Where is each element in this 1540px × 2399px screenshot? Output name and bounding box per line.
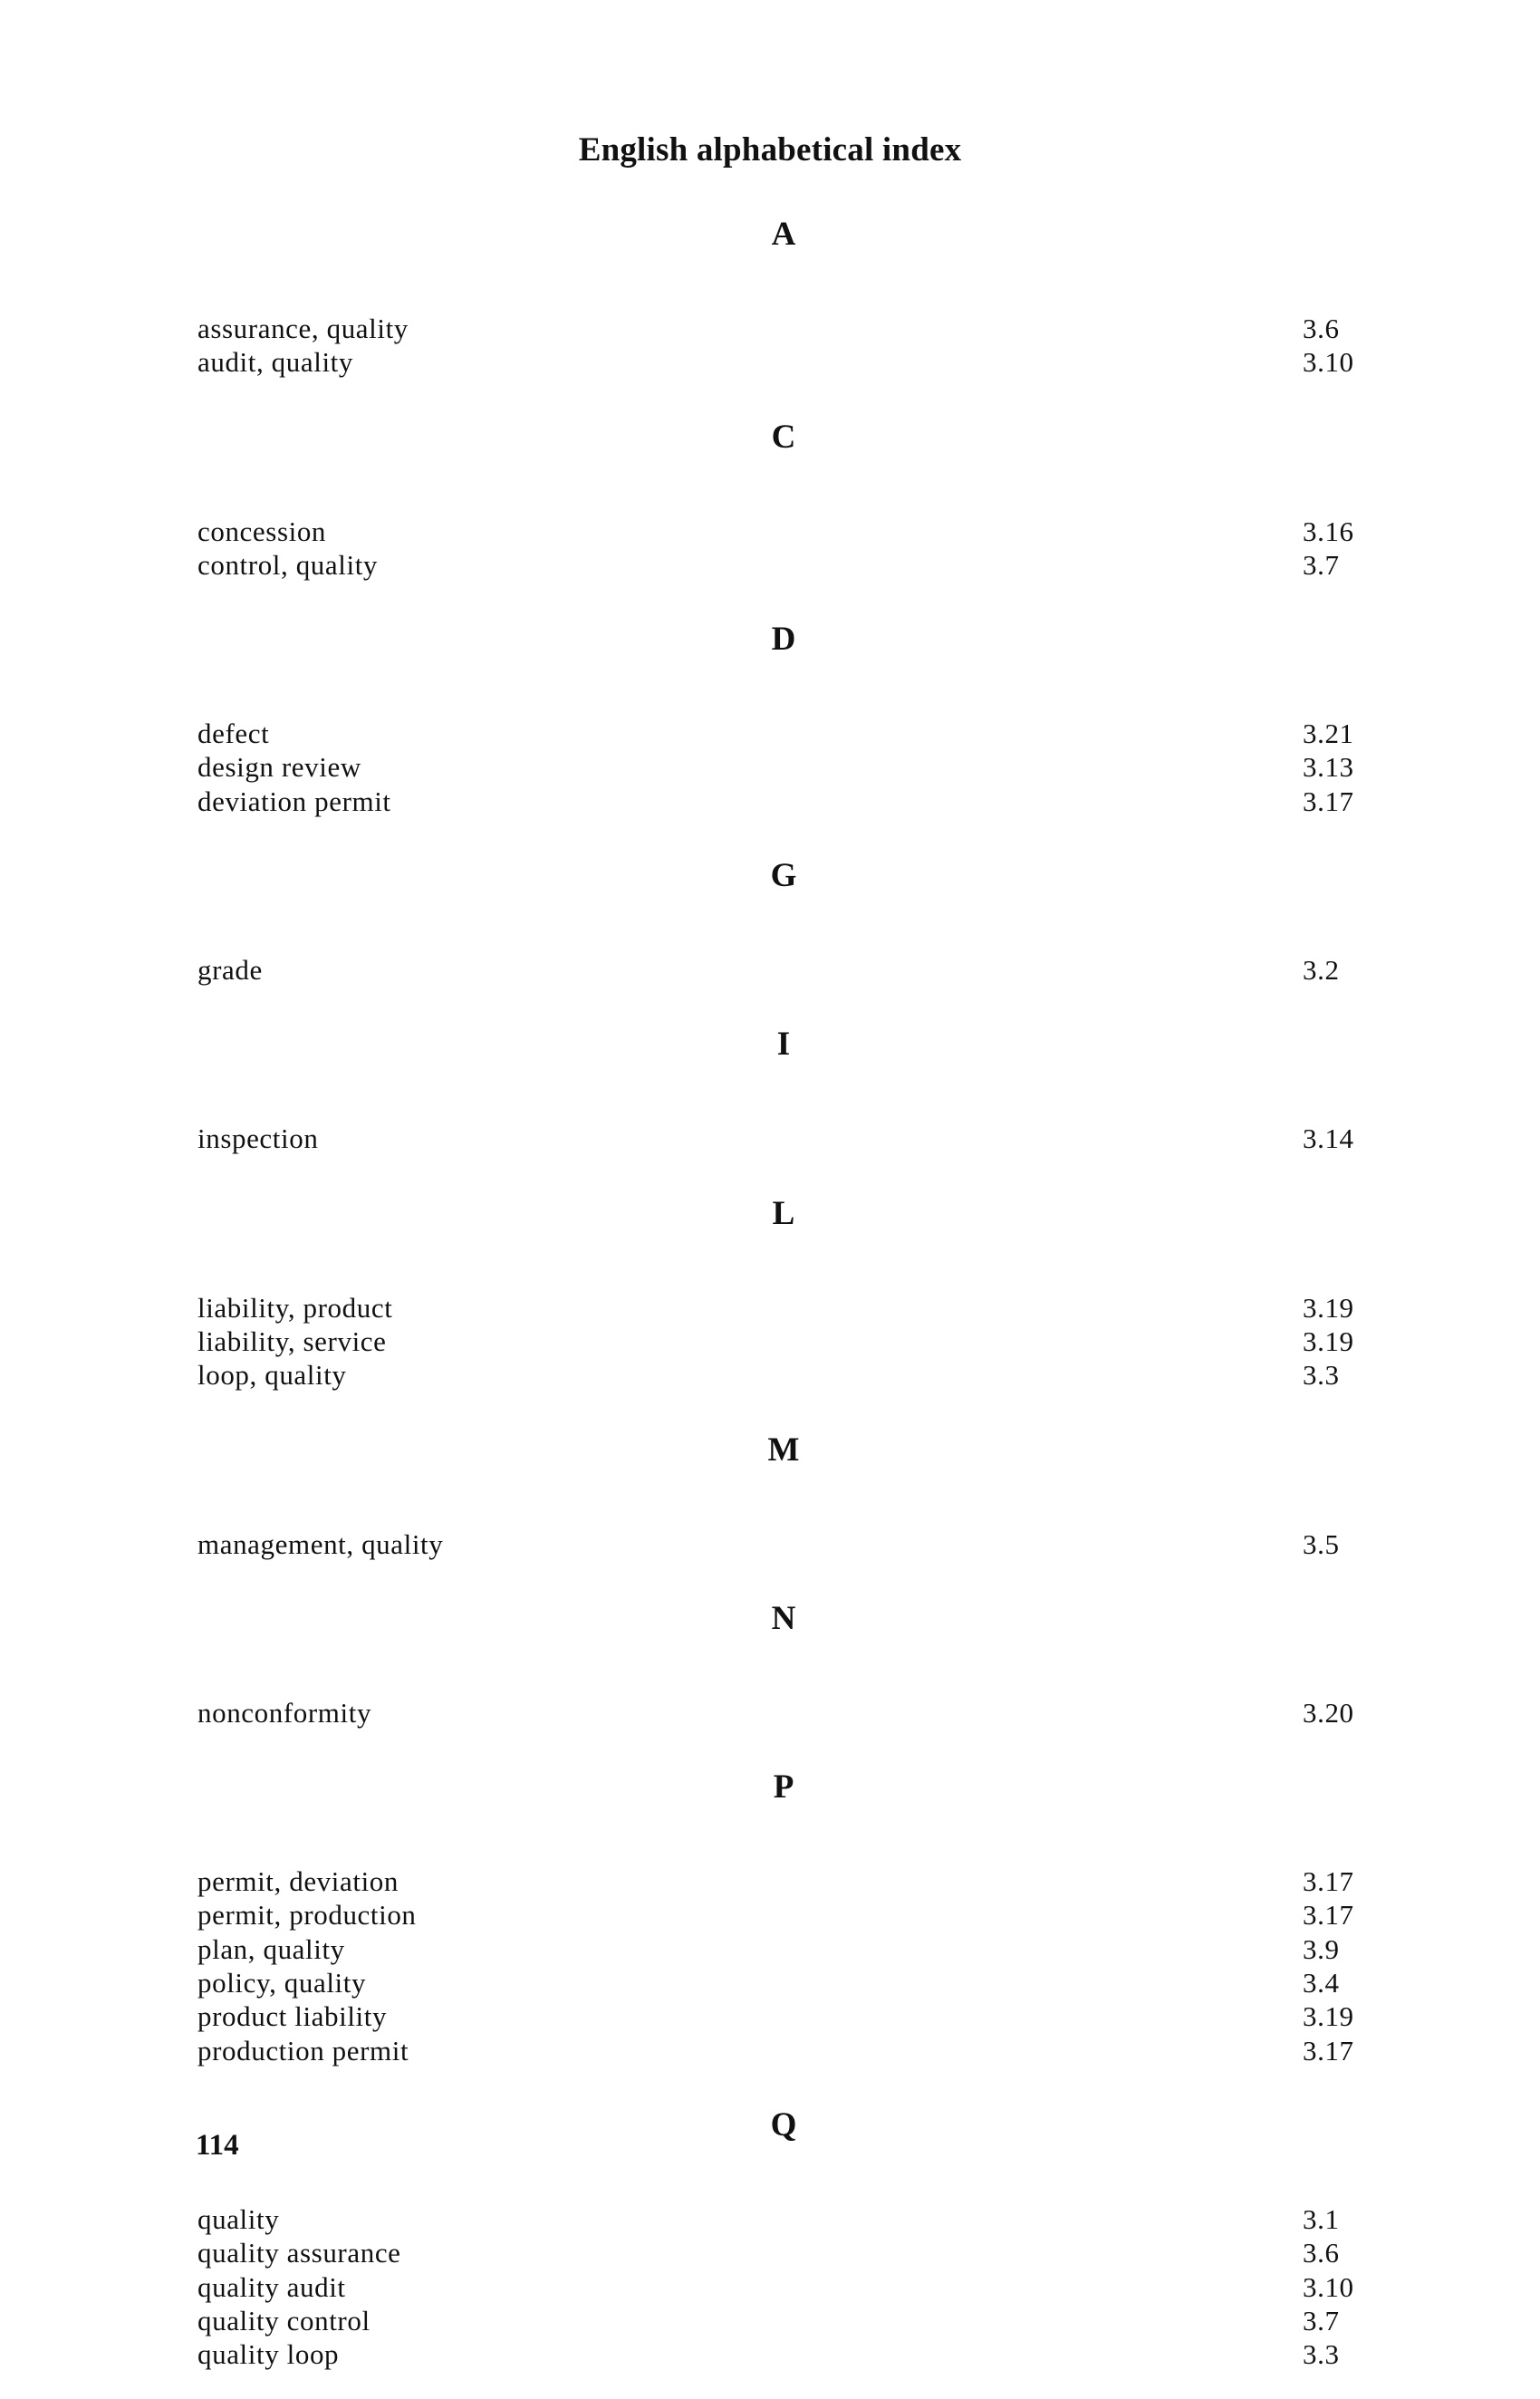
page-title: English alphabetical index — [578, 131, 962, 169]
index-entry — [0, 1999, 1540, 2033]
entry-list — [0, 1480, 1540, 1589]
index-term: nonconformity — [197, 1696, 372, 1729]
index-entry — [0, 750, 1540, 784]
clause-reference: 3.3 — [1303, 1359, 1340, 1392]
clause-reference: 3.17 — [1303, 785, 1354, 817]
entry-list — [0, 1817, 1540, 2096]
index-section — [0, 610, 1540, 846]
clause-reference: 3.6 — [1303, 313, 1340, 344]
index-entry — [0, 2304, 1540, 2337]
index-term: permit, production — [197, 1899, 417, 1932]
index-entry — [0, 1898, 1540, 1932]
entry-list — [0, 1649, 1540, 1758]
index-term: design review — [197, 751, 361, 784]
section-letter: M — [767, 1431, 800, 1469]
index-term: loop, quality — [197, 1359, 347, 1392]
section-letter: G — [770, 857, 797, 895]
index-term: quality audit — [197, 2270, 346, 2303]
index-entry — [0, 1122, 1540, 1155]
index-entry — [0, 312, 1540, 345]
clause-reference: 3.4 — [1303, 1967, 1340, 1999]
index-entry — [0, 1966, 1540, 1999]
clause-reference: 3.1 — [1303, 2202, 1340, 2235]
clause-reference: 3.19 — [1303, 2000, 1354, 2033]
index-term: inspection — [197, 1122, 319, 1155]
index-entry — [0, 785, 1540, 818]
section-letter: D — [771, 621, 796, 659]
alphabetical-index — [0, 205, 1540, 2399]
section-letter: N — [771, 1599, 796, 1637]
index-entry — [0, 953, 1540, 987]
index-entry — [0, 515, 1540, 548]
entry-list — [0, 265, 1540, 408]
index-entry — [0, 2337, 1540, 2371]
section-letter: C — [771, 418, 796, 456]
index-entry — [0, 2034, 1540, 2067]
clause-reference: 3.21 — [1303, 718, 1354, 750]
clause-reference: 3.16 — [1303, 515, 1354, 547]
index-term: defect — [197, 718, 270, 750]
index-entry — [0, 2202, 1540, 2236]
clause-reference: 3.2 — [1303, 954, 1340, 987]
index-term: quality assurance — [197, 2237, 401, 2269]
entry-list — [0, 906, 1540, 1015]
clause-reference: 3.7 — [1303, 2304, 1340, 2336]
index-entry — [0, 1325, 1540, 1358]
index-entry — [0, 1358, 1540, 1392]
entry-list — [0, 1074, 1540, 1183]
page-number: 114 — [196, 2129, 239, 2162]
index-section — [0, 205, 1540, 408]
index-term: assurance, quality — [197, 313, 409, 344]
index-term: quality loop — [197, 2338, 340, 2371]
index-entry — [0, 2270, 1540, 2304]
index-term: management, quality — [197, 1527, 444, 1560]
clause-reference: 3.10 — [1303, 346, 1354, 379]
index-section — [0, 1589, 1540, 1758]
section-letter: P — [773, 1768, 794, 1806]
index-term: quality — [197, 2202, 280, 2235]
entry-list — [0, 2155, 1540, 2399]
clause-reference: 3.17 — [1303, 1865, 1354, 1898]
index-section — [0, 846, 1540, 1015]
index-term: deviation permit — [197, 785, 391, 817]
clause-reference: 3.20 — [1303, 1696, 1354, 1729]
index-term: product liability — [197, 2000, 388, 2033]
index-section — [0, 1184, 1540, 1421]
clause-reference: 3.13 — [1303, 751, 1354, 784]
clause-reference: 3.17 — [1303, 1899, 1354, 1932]
index-entry — [0, 1932, 1540, 1966]
clause-reference: 3.9 — [1303, 1932, 1340, 1965]
index-term: concession — [197, 515, 327, 547]
clause-reference: 3.5 — [1303, 1527, 1340, 1560]
index-entry — [0, 1864, 1540, 1898]
index-entry — [0, 717, 1540, 750]
index-section — [0, 1758, 1540, 2096]
index-section — [0, 1421, 1540, 1589]
index-term: audit, quality — [197, 346, 353, 379]
clause-reference: 3.14 — [1303, 1122, 1354, 1155]
clause-reference: 3.10 — [1303, 2270, 1354, 2303]
entry-list — [0, 1244, 1540, 1421]
index-entry — [0, 345, 1540, 379]
index-section — [0, 1015, 1540, 1183]
section-letter: L — [772, 1194, 795, 1232]
clause-reference: 3.19 — [1303, 1291, 1354, 1324]
entry-list — [0, 670, 1540, 846]
index-entry — [0, 1291, 1540, 1325]
index-entry — [0, 1696, 1540, 1729]
clause-reference: 3.19 — [1303, 1325, 1354, 1357]
index-term: production permit — [197, 2034, 409, 2067]
clause-reference: 3.6 — [1303, 2237, 1340, 2269]
index-term: policy, quality — [197, 1967, 367, 1999]
index-entry — [0, 2236, 1540, 2269]
entry-list — [0, 467, 1540, 611]
index-term: quality control — [197, 2304, 371, 2336]
section-letter: I — [776, 1026, 791, 1064]
clause-reference: 3.17 — [1303, 2034, 1354, 2067]
index-term: permit, deviation — [197, 1865, 399, 1898]
index-term: liability, product — [197, 1291, 393, 1324]
index-entry — [0, 1527, 1540, 1561]
index-term: plan, quality — [197, 1932, 345, 1965]
index-term: liability, service — [197, 1325, 387, 1357]
clause-reference: 3.3 — [1303, 2338, 1340, 2371]
clause-reference: 3.7 — [1303, 548, 1340, 581]
section-letter: A — [771, 216, 796, 253]
index-entry — [0, 548, 1540, 582]
index-term: control, quality — [197, 548, 379, 581]
index-term: grade — [197, 954, 263, 987]
index-section — [0, 408, 1540, 611]
section-letter: Q — [770, 2105, 797, 2144]
